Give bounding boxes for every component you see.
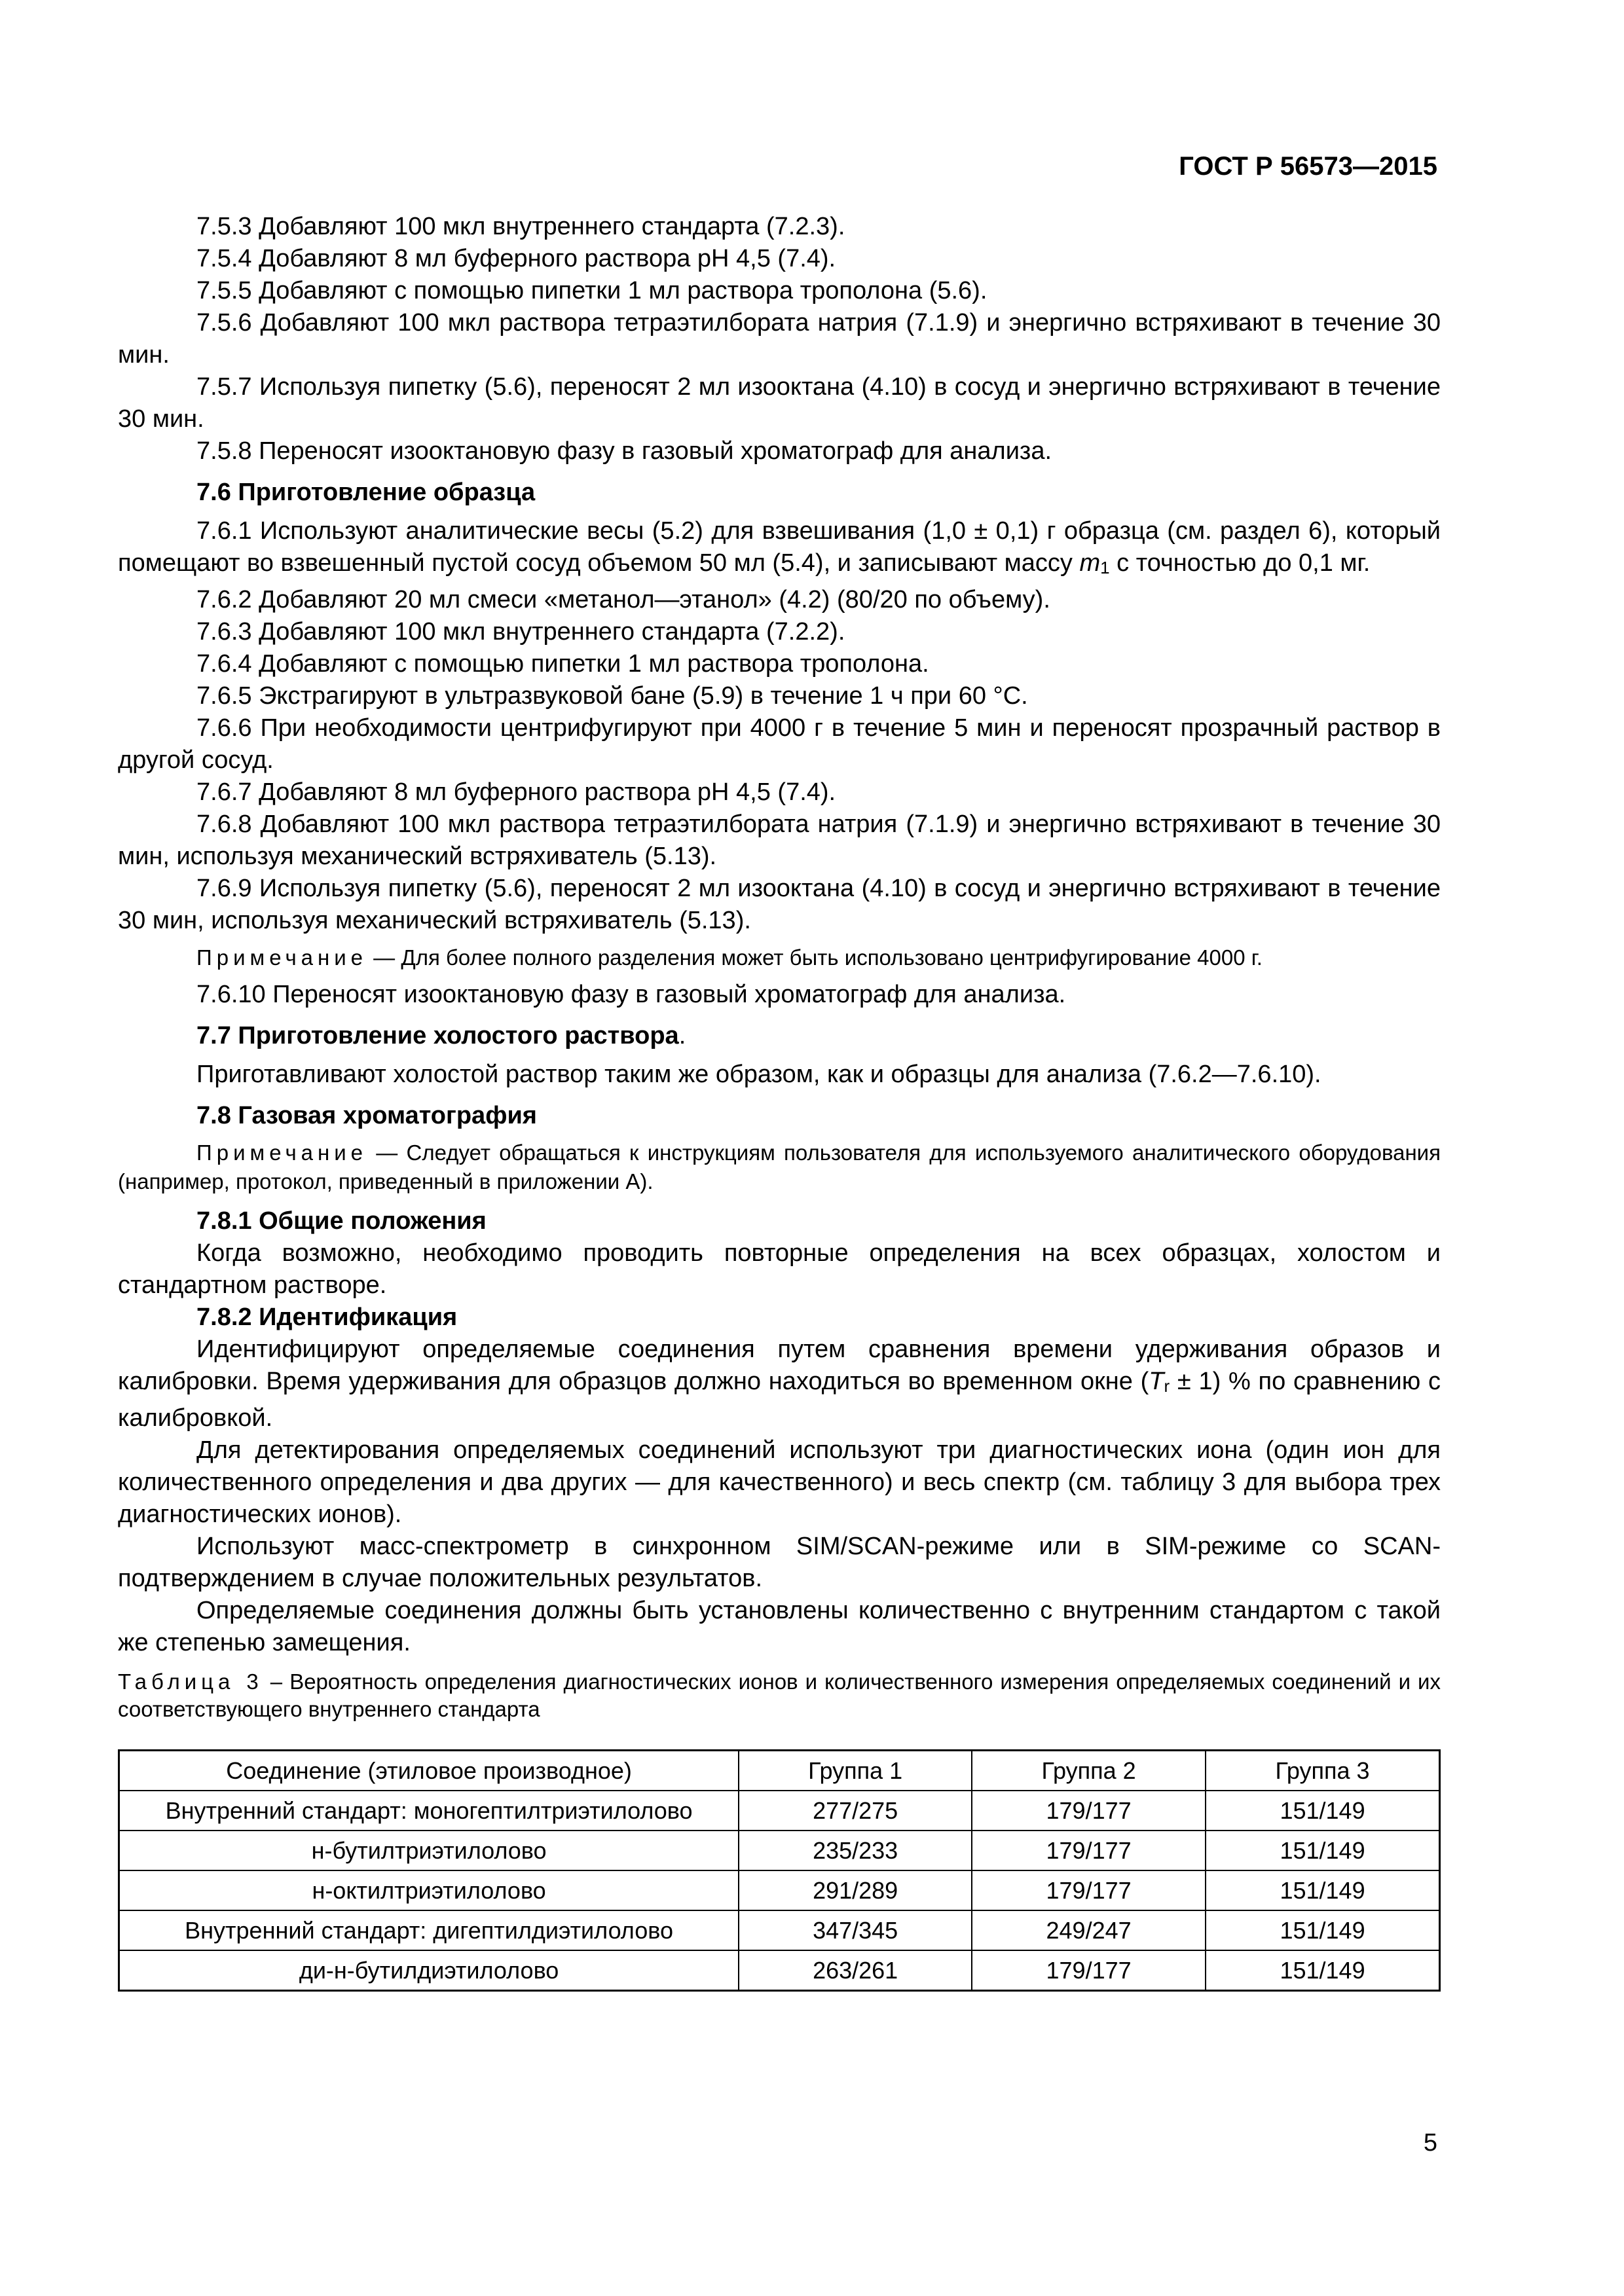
para-7-5-6: 7.5.6 Добавляют 100 мкл раствора тетраэтилбората натрия (7.1.9) и энергично встряхивают в течение 30 мин. [118,309,1441,369]
para-7-6-6: 7.6.6 При необходимости центрифугируют при 4000 г в течение 5 мин и переносят прозрачный раствор в другой сосуд. [118,714,1441,774]
note-7-8: Примечание — Следует обращаться к инструкциям пользователя для используемого аналитического оборудования (например, протокол, приведенный в приложении А). [118,1140,1441,1194]
para-7-8-1: Когда возможно, необходимо проводить повторные определения на всех образцах, холостом и стандартном растворе. [118,1239,1441,1299]
para-7-8-2-d: Определяемые соединения должны быть установлены количественно с внутренним стандартом с такой же степенью замещения. [118,1597,1441,1656]
table-cell: н-бутилтриэтилолово [119,1831,739,1870]
table-cell: 179/177 [972,1791,1206,1831]
table-cell: 235/233 [739,1831,972,1870]
note-label: Примечание [196,945,368,970]
table-cell: ди-н-бутилдиэтилолово [119,1950,739,1991]
para-7-7: Приготавливают холостой раствор таким же образом, как и образцы для анализа (7.6.2—7.6.10). [196,1061,1321,1088]
para-7-6-3: 7.6.3 Добавляют 100 мкл внутреннего стандарта (7.2.2). [196,618,845,646]
para-7-6-8: 7.6.8 Добавляют 100 мкл раствора тетраэтилбората натрия (7.1.9) и энергично встряхивают в течение 30 мин, используя механический встряхиватель (5.13). [118,811,1441,870]
table-header-cell: Соединение (этиловое производное) [119,1751,739,1791]
var-t: T [1149,1368,1164,1395]
para-7-8-2-a: Идентифицируют определяемые соединения путем сравнения времени удерживания образов и калибровки. Время удерживания для образцов должно находиться во временном окне (Tr ± 1) % по сравнению с калибровкой. [118,1336,1441,1432]
table-row [119,1950,1440,1991]
para-7-8-2-b: Для детектирования определяемых соединений используют три диагностических иона (один ион для количественного определения и два других — для качественного) и весь спектр (см. таблицу 3 для выбора трех диагностических ионов). [118,1436,1441,1528]
note-7-6: Примечание — Для более полного разделения может быть использовано центрифугирование 4000 г. [196,945,1263,970]
table-header-cell: Группа 1 [739,1751,972,1791]
table-row [119,1791,1440,1831]
table-cell: 151/149 [1206,1870,1439,1910]
para-7-6-7: 7.6.7 Добавляют 8 мл буферного раствора pH 4,5 (7.4). [196,778,836,806]
table-cell: 151/149 [1206,1950,1439,1991]
table-cell: 179/177 [972,1870,1206,1910]
heading-7-8-1: 7.8.1 Общие положения [196,1207,487,1235]
table-cell: 347/345 [739,1910,972,1950]
table-header-row [119,1751,1440,1791]
para-7-6-9: 7.6.9 Используя пипетку (5.6), переносят 2 мл изооктана (4.10) в сосуд и энергично встряхивают в течение 30 мин, используя механический встряхиватель (5.13). [118,875,1441,934]
table-cell: 151/149 [1206,1910,1439,1950]
para-7-5-4: 7.5.4 Добавляют 8 мл буферного раствора pH 4,5 (7.4). [196,245,836,272]
para-7-5-3: 7.5.3 Добавляют 100 мкл внутреннего стандарта (7.2.3). [196,213,845,240]
table-cell: 291/289 [739,1870,972,1910]
table-cell: 277/275 [739,1791,972,1831]
table-row [119,1910,1440,1950]
document-number-header: ГОСТ Р 56573—2015 [1179,152,1437,181]
table-cell: 179/177 [972,1831,1206,1870]
table-row [119,1831,1440,1870]
table-cell: 249/247 [972,1910,1206,1950]
var-t-subscript: r [1164,1376,1170,1396]
table-header-cell: Группа 2 [972,1751,1206,1791]
para-7-5-7: 7.5.7 Используя пипетку (5.6), переносят 2 мл изооктана (4.10) в сосуд и энергично встряхивают в течение 30 мин. [118,373,1441,433]
table-cell: Внутренний стандарт: моногептилтриэтилолово [119,1791,739,1831]
para-7-5-5: 7.5.5 Добавляют с помощью пипетки 1 мл раствора трополона (5.6). [196,277,987,304]
page-number: 5 [1423,2129,1437,2157]
heading-7-6: 7.6 Приготовление образца [196,479,536,506]
heading-7-8: 7.8 Газовая хроматография [196,1102,537,1129]
var-m: m [1079,549,1101,577]
para-7-8-2-c: Используют масс-спектрометр в синхронном SIM/SCAN-режиме или в SIM-режиме со SCAN-подтверждением в случае положительных результатов. [118,1533,1441,1592]
table-cell: 263/261 [739,1950,972,1991]
table-cell: 151/149 [1206,1791,1439,1831]
table-row [119,1870,1440,1910]
var-m-subscript: 1 [1100,558,1110,577]
para-7-6-4: 7.6.4 Добавляют с помощью пипетки 1 мл раствора трополона. [196,650,929,678]
para-7-6-5: 7.6.5 Экстрагируют в ультразвуковой бане (5.9) в течение 1 ч при 60 °С. [196,682,1028,710]
table-cell: 179/177 [972,1950,1206,1991]
table-cell: Внутренний стандарт: дигептилдиэтилолово [119,1910,739,1950]
table-3 [118,1749,1441,1992]
para-7-5-8: 7.5.8 Переносят изооктановую фазу в газовый хроматограф для анализа. [196,437,1052,465]
heading-7-8-2: 7.8.2 Идентификация [196,1303,458,1331]
para-7-6-10: 7.6.10 Переносят изооктановую фазу в газовый хроматограф для анализа. [196,981,1066,1008]
table-cell: 151/149 [1206,1831,1439,1870]
heading-7-7: 7.7 Приготовление холостого раствора. [196,1022,686,1049]
table-header-cell: Группа 3 [1206,1751,1439,1791]
page-content [118,211,1441,1992]
para-7-6-2: 7.6.2 Добавляют 20 мл смеси «метанол—этанол» (4.2) (80/20 по объему). [196,586,1050,613]
table-3-caption: Таблица 3 – Вероятность определения диагностических ионов и количественного измерения определяемых соединений и их соответствующего внутреннего стандарта [118,1669,1441,1721]
table-cell: н-октилтриэтилолово [119,1870,739,1910]
note-label: Примечание [196,1140,368,1165]
table-caption-label: Таблица 3 [118,1669,263,1694]
para-7-6-1: 7.6.1 Используют аналитические весы (5.2) для взвешивания (1,0 ± 0,1) г образца (см. раздел 6), который помещают во взвешенный пустой сосуд объемом 50 мл (5.4), и записывают массу m1 с точностью до 0,1 мг. [118,517,1441,577]
